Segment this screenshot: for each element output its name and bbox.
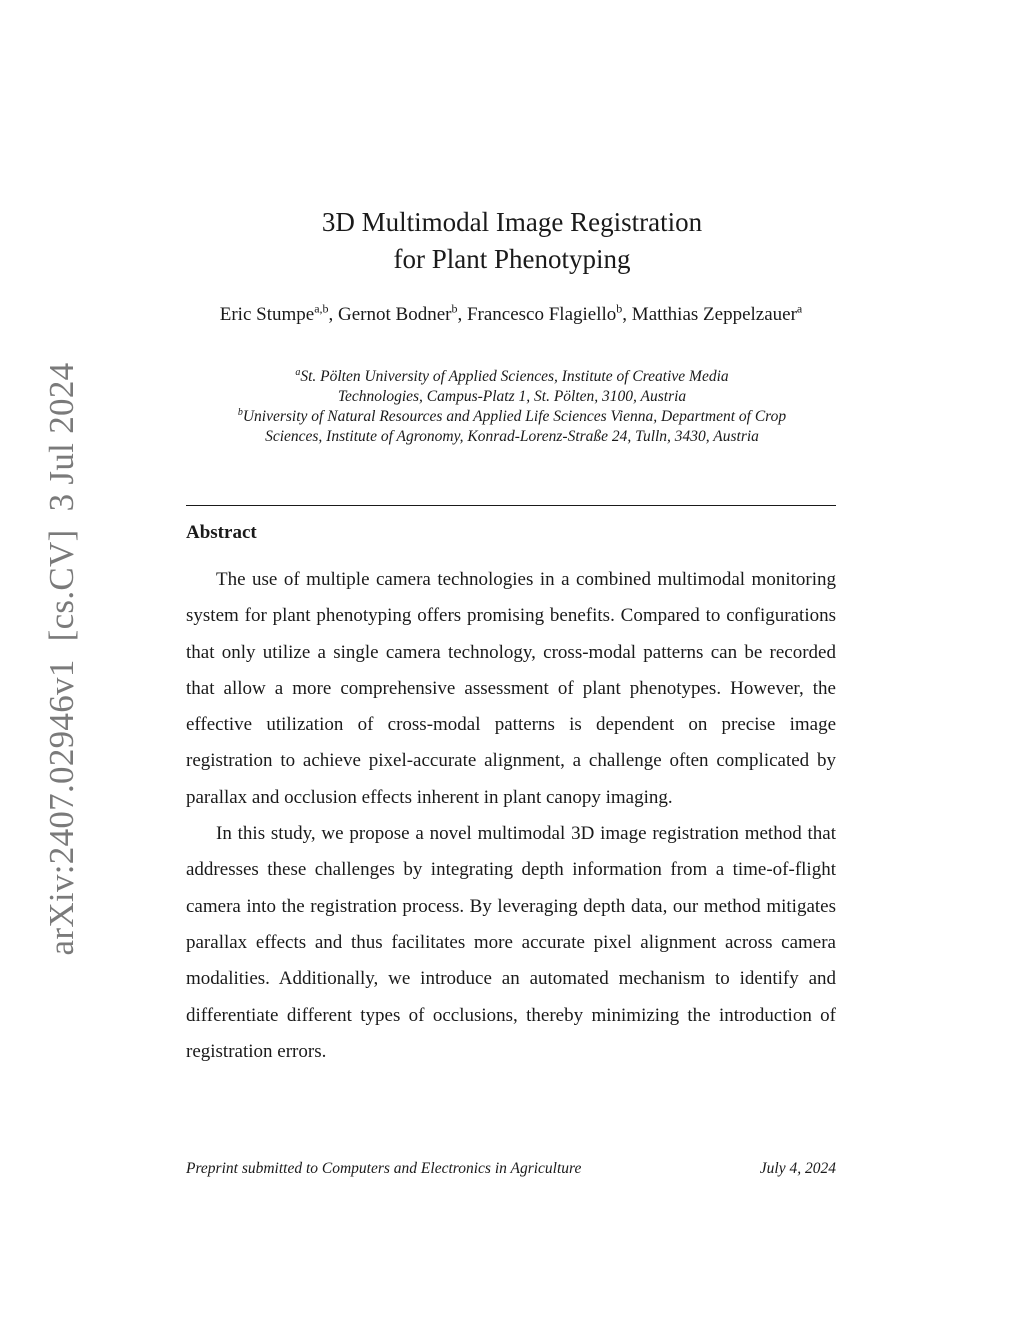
author-affil-mark: b [451,301,458,316]
abstract-paragraph-1: The use of multiple camera technologies in a combined multimodal monitoring system for plant phenotyping offers promising benefits. Compared to configurations that only utilize a single camera technology, cross-modal patterns can be recorded that allow a more comprehensive assessment of plant phenotypes. However, the effective utilization of cross-modal patterns is dependent on precise image registration to achieve pixel-accurate alignment, a challenge often complicated by parallax and occlusion effects inherent in plant canopy imaging. [186,569,836,808]
author-separator: , [622,304,632,325]
affiliation-a-line-2: Technologies, Campus-Platz 1, St. Pölten, 3100, Austria [337,388,687,405]
affiliations [180,367,844,447]
affiliation-b-line-1: $^b$University of Natural Resources and Applied Life Sciences Vienna, Department of Crop [237,406,787,425]
abstract-body [186,562,836,1070]
author-list [186,303,836,327]
arxiv-category: [cs.CV] [42,529,81,642]
arxiv-identifier-stamp [42,345,82,956]
affiliation-a-line-1: $^a$St. Pölten University of Applied Sciences, Institute of Creative Media [295,366,729,385]
title-line-2: for Plant Phenotyping [393,244,631,274]
arxiv-date: 3 Jul 2024 [42,362,81,512]
author-affil-mark: a,b [314,301,329,316]
footer-submission-note: Preprint submitted to Computers and Electronics in Agriculture [186,1160,582,1177]
author-name: Eric Stumpe [219,304,315,325]
horizontal-divider [186,505,836,506]
footer-date: July 4, 2024 [759,1160,836,1177]
affiliation-a-mark: a [295,366,301,378]
paper-title [0,204,1024,278]
author-name: Francesco Flagiello [466,304,617,325]
author-name: Gernot Bodner [338,304,452,325]
author-separator: , [328,304,339,325]
abstract-heading: Abstract [186,522,257,543]
title-line-1: 3D Multimodal Image Registration [321,207,703,237]
affiliation-b-line-2: Sciences, Institute of Agronomy, Konrad-Lorenz-Straße 24, Tulln, 3430, Austria [265,428,759,445]
page-footer [186,1160,836,1178]
author-separator: , [457,304,467,325]
author-affil-mark: b [616,301,623,316]
arxiv-id: arXiv:2407.02946v1 [42,659,81,956]
abstract-paragraph-2: In this study, we propose a novel multimodal 3D image registration method that addresses these challenges by integrating depth information from a time-of-flight camera into the registration process. By leveraging depth data, our method mitigates parallax effects and thus facilitates more accurate pixel alignment across camera modalities. Additionally, we introduce an automated mechanism to identify and differentiate different types of occlusions, thereby minimizing the introduction of registration errors. [186,823,836,1062]
author-affil-mark: a [796,301,803,316]
affiliation-b-mark: b [237,406,243,418]
author-name: Matthias Zeppelzauer [631,304,797,325]
